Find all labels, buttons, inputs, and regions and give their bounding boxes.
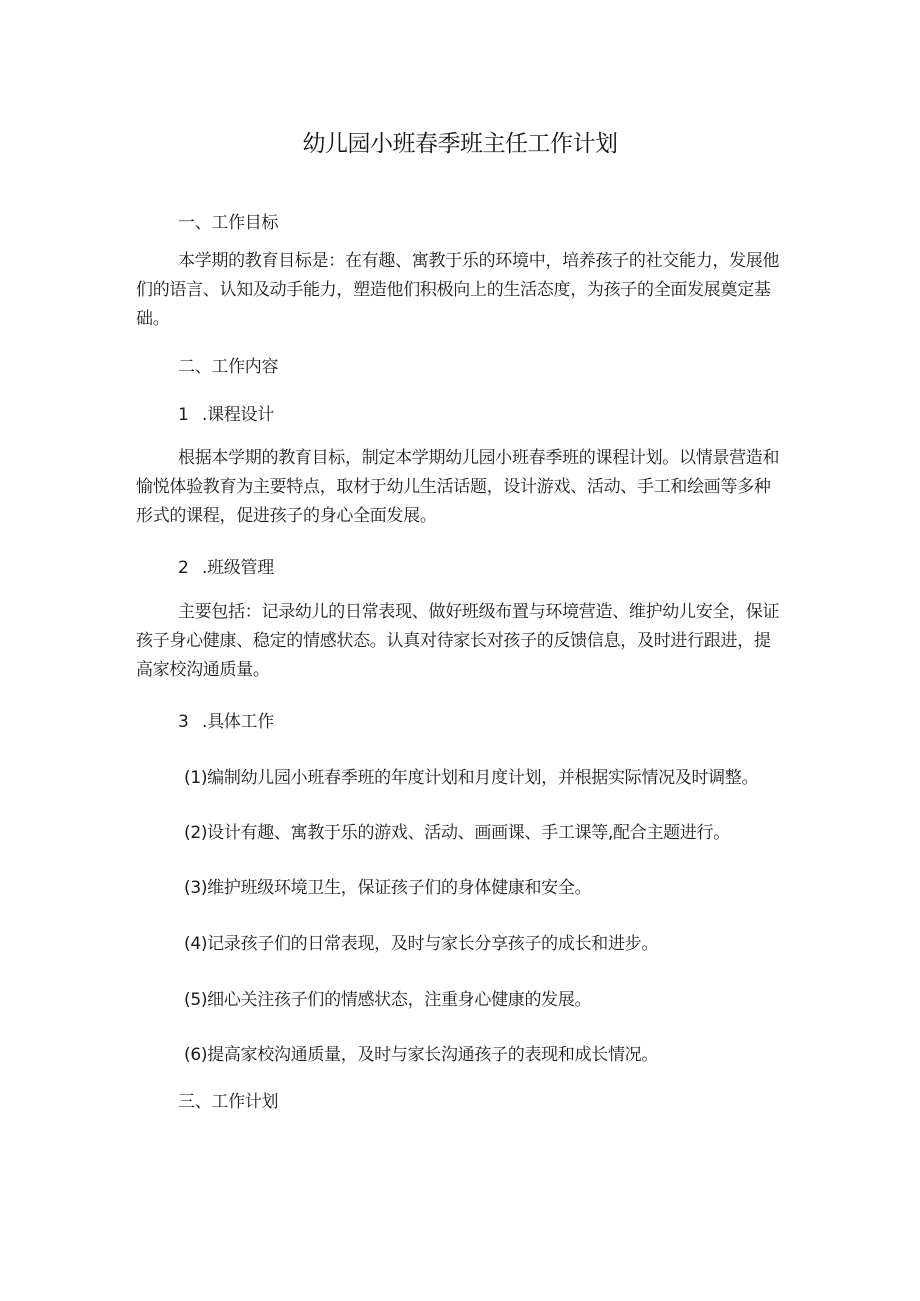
curriculum-paragraph: 根据本学期的教育目标，制定本学期幼儿园小班春季班的课程计划。以情景营造和愉悦体验教育为主要特点，取材于幼儿生活话题，设计游戏、活动、手工和绘画等多种形式的课程，促进孩子的身心全面发展。: [136, 448, 780, 526]
subheading-class-management: [178, 553, 274, 578]
subheading-label: .课程设计: [202, 405, 274, 425]
list-item: (6)提高家校沟通质量，及时与家长沟通孩子的表现和成长情况。: [184, 1045, 659, 1065]
subheading-label: .班级管理: [202, 558, 274, 578]
list-item: (4)记录孩子们的日常表现，及时与家长分享孩子的成长和进步。: [184, 934, 659, 954]
subheading-number: 2: [178, 558, 189, 578]
subheading-curriculum: [178, 400, 274, 425]
page-title: 幼儿园小班春季班主任工作计划: [302, 131, 618, 157]
subheading-number: 3: [178, 712, 189, 732]
subheading-number: 1: [178, 405, 189, 425]
section-heading-goals: 一、工作目标: [178, 213, 279, 233]
list-item: (1)编制幼儿园小班春季班的年度计划和月度计划，并根据实际情况及时调整。: [184, 768, 759, 788]
section-heading-content: 二、工作内容: [178, 357, 279, 377]
class-management-paragraph: 主要包括：记录幼儿的日常表现、做好班级布置与环境营造、维护幼儿安全，保证孩子身心健康、稳定的情感状态。认真对待家长对孩子的反馈信息，及时进行跟进，提高家校沟通质量。: [136, 602, 780, 680]
list-item: (2)设计有趣、寓教于乐的游戏、活动、画画课、手工课等,配合主题进行。: [184, 823, 730, 843]
subheading-specific-work: [178, 707, 274, 732]
goals-paragraph: 本学期的教育目标是：在有趣、寓教于乐的环境中，培养孩子的社交能力，发展他们的语言、认知及动手能力，塑造他们积极向上的生活态度，为孩子的全面发展奠定基础。: [136, 251, 780, 329]
list-item: (3)维护班级环境卫生，保证孩子们的身体健康和安全。: [184, 878, 592, 898]
section-heading-plan: 三、工作计划: [178, 1092, 279, 1112]
subheading-label: .具体工作: [202, 712, 274, 732]
list-item: (5)细心关注孩子们的情感状态，注重身心健康的发展。: [184, 990, 592, 1010]
